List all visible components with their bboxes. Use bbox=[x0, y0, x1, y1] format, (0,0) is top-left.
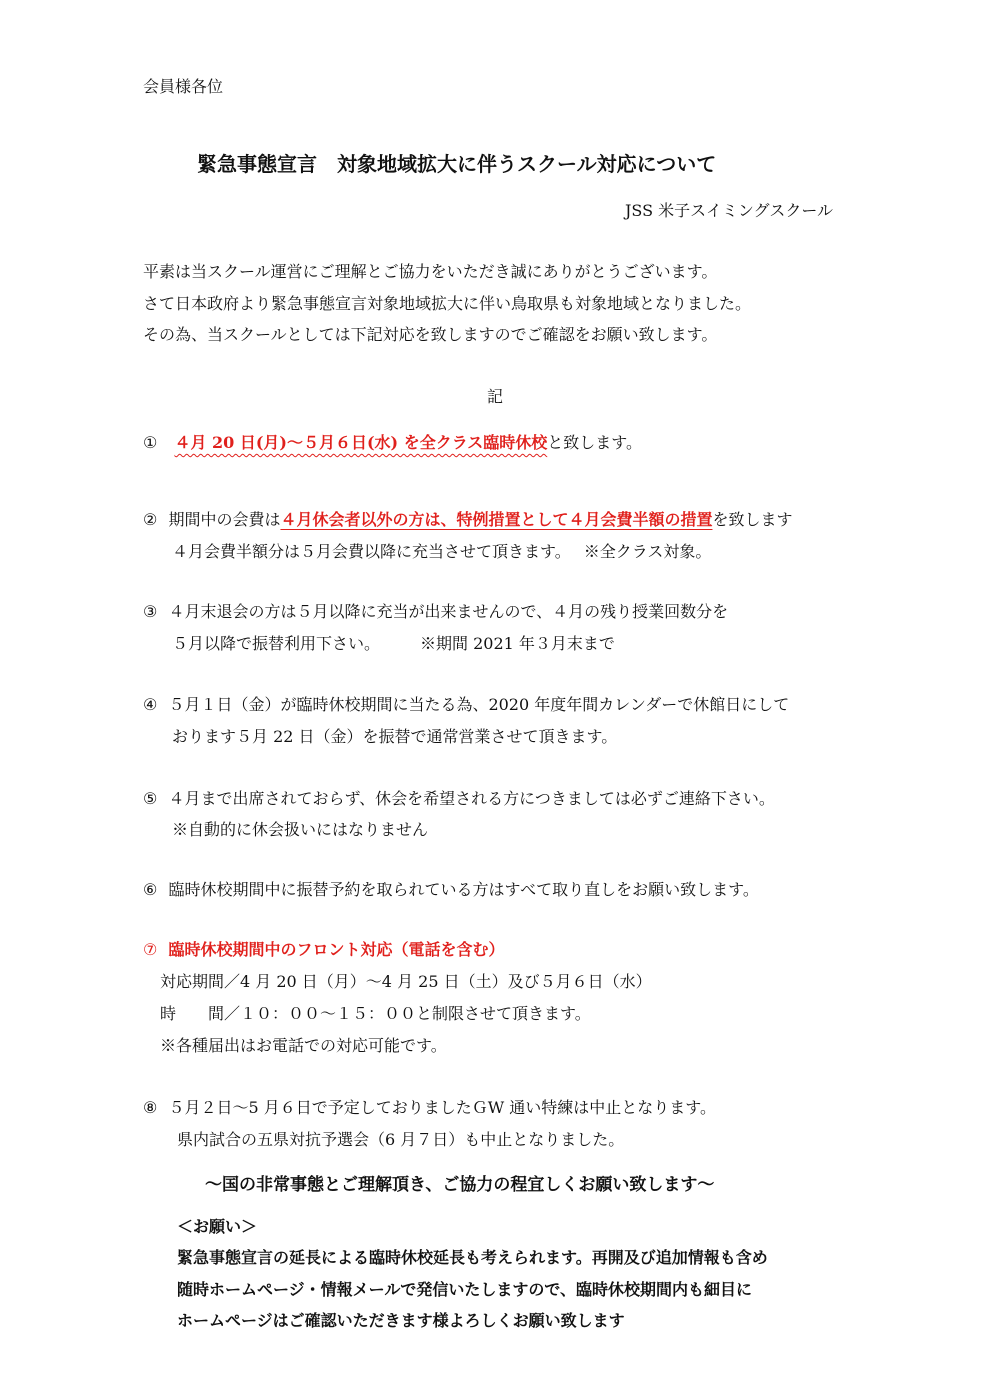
fee-notice: ４月休会者以外の方は、特例措置として４月会費半額の措置 bbox=[280, 510, 713, 529]
item-8-line-2: 県内試合の五県対抗予選会（6 月７日）も中止となりました。 bbox=[177, 1130, 625, 1149]
item-text: ４月末退会の方は５月以降に充当が出来ませんので、４月の残り授業回数分を bbox=[168, 602, 729, 621]
item-number: ⑧ bbox=[143, 1098, 158, 1117]
request-line: ホームページはご確認いただきます様よろしくお願い致します bbox=[177, 1311, 625, 1330]
item-2 bbox=[143, 507, 792, 530]
item-8 bbox=[143, 1095, 716, 1118]
item-7 bbox=[143, 937, 504, 960]
item-number: ① bbox=[143, 433, 158, 452]
item-3 bbox=[143, 599, 728, 622]
item-7-hours: 時 間／１０：００～１５：００と制限させて頂きます。 bbox=[160, 1004, 591, 1023]
item-number: ④ bbox=[143, 695, 158, 714]
item-number: ③ bbox=[143, 602, 158, 621]
item-text: を致します bbox=[712, 510, 793, 529]
item-text: ４月まで出席されておらず、休会を希望される方につきましては必ずご連絡下さい。 bbox=[168, 789, 775, 808]
item-3-line-2: ５月以降で振替利用下さい。 ※期間 2021 年３月末まで bbox=[172, 634, 615, 653]
document-title: 緊急事態宣言 対象地域拡大に伴うスクール対応について bbox=[197, 152, 717, 176]
request-heading: ＜お願い＞ bbox=[177, 1217, 258, 1236]
item-2-line-2: ４月会費半額分は５月会費以降に充当させて頂きます。 ※全クラス対象。 bbox=[172, 542, 712, 561]
intro-line: 平素は当スクール運営にご理解とご協力をいただき誠にありがとうございます。 bbox=[143, 262, 718, 281]
intro-line: さて日本政府より緊急事態宣言対象地域拡大に伴い鳥取県も対象地域となりました。 bbox=[143, 294, 752, 313]
ki-heading: 記 bbox=[487, 387, 504, 406]
item-4 bbox=[143, 692, 789, 715]
item-1 bbox=[143, 430, 642, 453]
item-7-period: 対応期間／4 月 20 日（月）～4 月 25 日（土）及び５月６日（水） bbox=[160, 972, 652, 991]
intro-line: その為、当スクールとしては下記対応を致しますのでご確認をお願い致します。 bbox=[143, 325, 718, 344]
item-text: ５月２日～5 月６日で予定しておりましたＧW 通い特練は中止となります。 bbox=[168, 1098, 716, 1117]
item-text: と致します。 bbox=[547, 433, 642, 452]
item-text: ５月１日（金）が臨時休校期間に当たる為、2020 年度年間カレンダーで休館日にして bbox=[168, 695, 790, 714]
item-number: ⑥ bbox=[143, 880, 158, 899]
item-7-note: ※各種届出はお電話での対応可能です。 bbox=[160, 1036, 447, 1055]
item-5 bbox=[143, 786, 775, 809]
request-line: 緊急事態宣言の延長による臨時休校延長も考えられます。再開及び追加情報も含め bbox=[177, 1248, 768, 1267]
closure-notice: ４月 20 日(月)～５月６日(水) を全クラス臨時休校 bbox=[174, 433, 548, 452]
front-desk-heading: 臨時休校期間中のフロント対応（電話を含む） bbox=[168, 940, 505, 959]
item-4-line-2: おります５月 22 日（金）を振替で通常営業させて頂きます。 bbox=[172, 727, 618, 746]
salutation: 会員様各位 bbox=[143, 77, 224, 96]
item-number: ② bbox=[143, 510, 158, 529]
item-6 bbox=[143, 877, 759, 900]
item-5-line-2: ※自動的に休会扱いにはなりません bbox=[172, 820, 429, 839]
closing-message: ～国の非常事態とご理解頂き、ご協力の程宜しくお願い致します～ bbox=[205, 1175, 715, 1195]
item-number: ⑤ bbox=[143, 789, 158, 808]
item-number: ⑦ bbox=[143, 940, 158, 959]
sender: JSS 米子スイミングスクール bbox=[625, 201, 834, 220]
item-text: 期間中の会費は bbox=[168, 510, 281, 529]
request-line: 随時ホームページ・情報メールで発信いたしますので、臨時休校期間内も細目に bbox=[177, 1280, 753, 1299]
item-text: 臨時休校期間中に振替予約を取られている方はすべて取り直しをお願い致します。 bbox=[168, 880, 759, 899]
